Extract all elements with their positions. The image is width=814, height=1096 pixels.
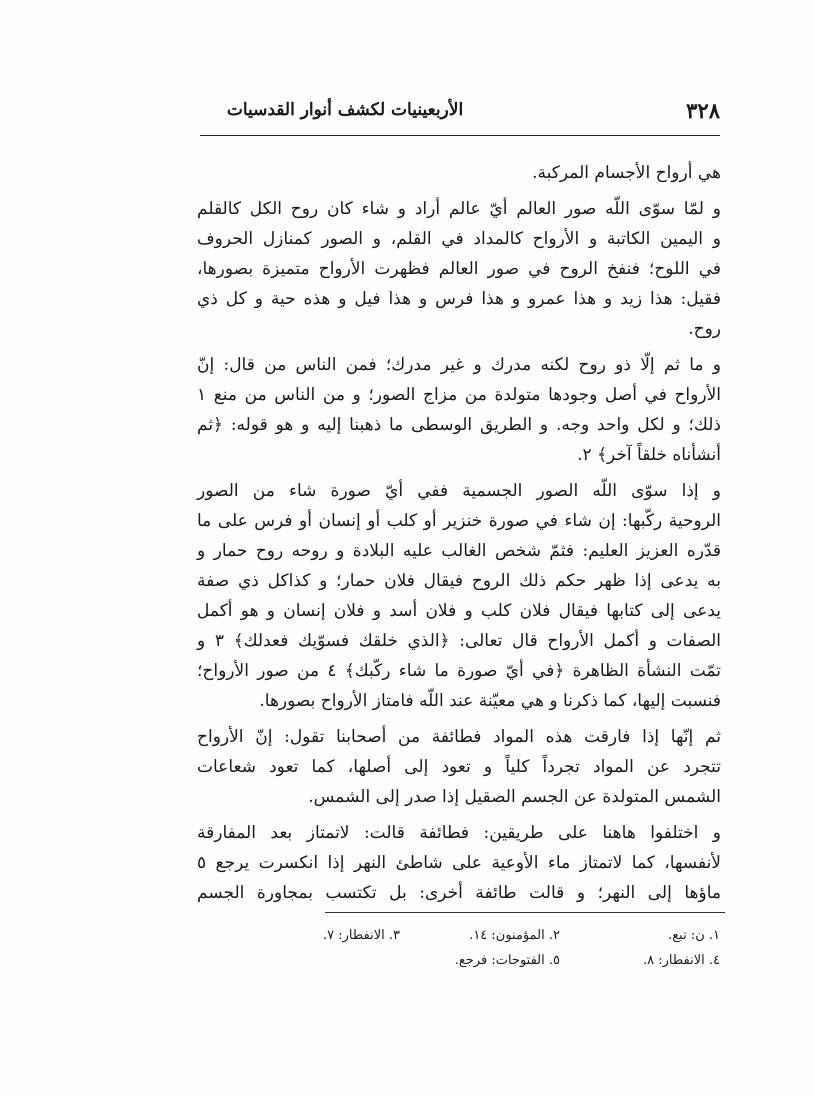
text-line: لأنفسها، كما لاتمتاز ماء الأوعية على شاطئ النهر إذا انكسرت يرجع ٥ — [197, 853, 721, 873]
footnote-1: ١. ن: تبع. — [668, 928, 720, 943]
footnote-rule — [325, 912, 725, 913]
text-line: فقيل: هذا زيد و هذا عمرو و هذا فرس و هذا فيل و هذه حية و كل ذي — [197, 289, 721, 309]
text-line: و ما ثم إلّا ذو روح لكنه مدرك و غير مدرك؛ فمن الناس من قال: إنّ — [197, 355, 721, 375]
header-rule — [200, 135, 720, 136]
text-line: الشمس المتولدة عن الجسم الصقيل إذا صدر إلى الشمس. — [308, 787, 721, 807]
footnote-5: ٥. الفتوحات: فرجع. — [454, 953, 560, 968]
footnotes — [240, 928, 720, 978]
footnote-4: ٤. الانفطار: ٨. — [642, 953, 720, 968]
text-line: في اللوح؛ فنفخ الروح في صور العالم فظهرت الأرواح متميزة بصورها، — [197, 259, 721, 279]
text-line: روح. — [688, 319, 721, 339]
paragraph-1 — [197, 158, 721, 188]
text-line: فنسبت إليها، كما ذكرنا و هي معيّنة عند اللّه فامتاز الأرواح بصورها. — [259, 691, 721, 711]
text-line: و اليمين الكاتبة و الأرواح كالمداد في القلم، و الصور كمنازل الحروف — [197, 229, 721, 249]
text-line: و لمّا سوّى اللّه صور العالم أيّ عالم أراد و شاء كان روح الكل كالقلم — [197, 199, 721, 219]
text-line: و اختلفوا هاهنا على طريقين: فطائفة قالت: لاتمتاز بعد المفارقة — [197, 823, 721, 843]
page-header — [200, 98, 720, 132]
paragraph-6 — [197, 818, 721, 908]
page-number: ٣٢٨ — [686, 98, 720, 123]
text-line: ذلك؛ و لكل واحد وجه. و الطريق الوسطى ما ذهبنا إليه و هو قوله: ﴿ثم — [197, 415, 721, 435]
text-line: ثم إنّها إذا فارقت هذه المواد فطائفة من أصحابنا تقول: إنّ الأرواح — [197, 727, 721, 747]
paragraph-5 — [197, 722, 721, 812]
text-line: و إذا سوّى اللّه الصور الجسمية ففي أيّ صورة شاء من الصور — [197, 481, 721, 501]
footnote-3: ٣. الانفطار: ٧. — [322, 928, 400, 943]
body-text — [197, 158, 721, 914]
text-line: أنشأناه خلقاً آخر﴾ ٢. — [577, 445, 721, 465]
footnote-2: ٢. المؤمنون: ١٤. — [469, 928, 560, 943]
text-line: هي أرواح الأجسام المركبة. — [532, 163, 721, 183]
paragraph-2 — [197, 194, 721, 344]
footnote-spacer — [240, 953, 400, 968]
text-line: الصفات و أكمل الأرواح قال تعالى: ﴿الذي خلقك فسوّيك فعدلك﴾ ٣ و — [197, 631, 721, 651]
text-line: يدعى إلى كتابها فيقال فلان كلب و فلان أسد و فلان إنسان و هو أكمل — [197, 601, 721, 621]
paragraph-3 — [197, 350, 721, 470]
text-line: قدّره العزيز العليم: فثمّ شخص الغالب عليه البلادة و روحه روح حمار و — [197, 541, 721, 561]
text-line: الروحية ركّبها: إن شاء في صورة خنزير أو كلب أو إنسان أو فرس على ما — [197, 511, 721, 531]
text-line: الأرواح في أصل وجودها متولدة من مزاج الصور؛ و من الناس من منع ١ — [197, 385, 721, 405]
text-line: ماؤها إلى النهر؛ و قالت طائفة أخرى: بل تكتسب بمجاورة الجسم — [197, 883, 721, 903]
paragraph-4 — [197, 476, 721, 716]
text-line: تتجرد عن المواد تجرداً كلياً و تعود إلى أصلها، كما تعود شعاعات — [197, 757, 721, 777]
text-line: تمّت النشأة الظاهرة ﴿في أيّ صورة ما شاء ركّبك﴾ ٤ من صور الأرواح؛ — [197, 661, 721, 681]
text-line: به يدعى إذا ظهر حكم ذلك الروح فيقال فلان حمار؛ و كذاكل ذي صفة — [197, 571, 721, 591]
running-title: الأربعينيات لكشف أنوار القدسيات — [226, 100, 464, 120]
